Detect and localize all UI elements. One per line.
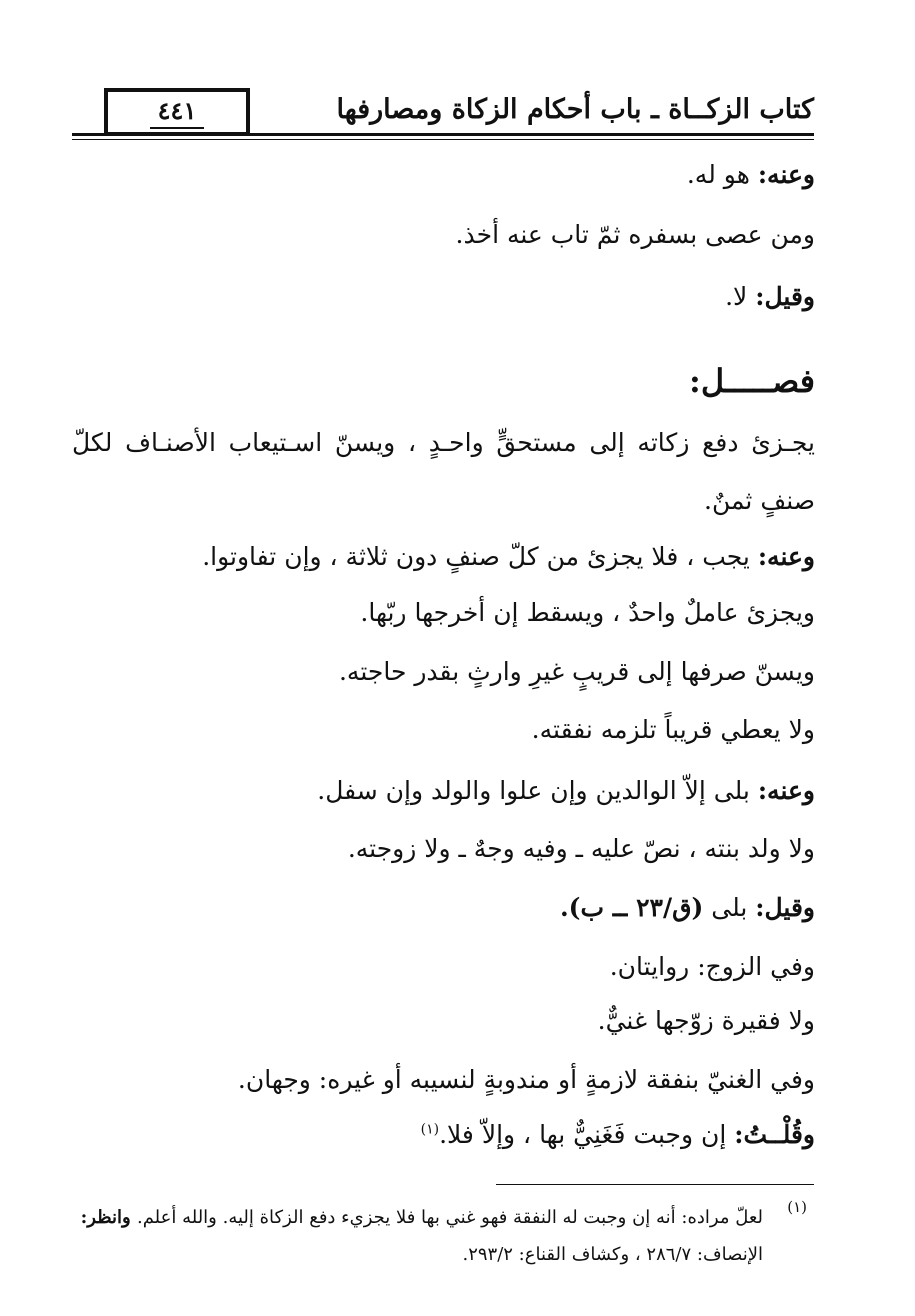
line-text: يجب ، فلا يجزئ من كلّ صنفٍ دون ثلاثة ، وإن تفاوتوا. — [202, 542, 758, 571]
line-text: يجـزئ دفع زكاته إلى مستحقٍّ واحـدٍ ، ويسنّ اسـتيعاب الأصنـاف لكلّ — [72, 428, 815, 457]
line-text: ويسنّ صرفها إلى قريبٍ غيرِ وارثٍ بقدر حاجته. — [338, 657, 815, 686]
line-label: وعنه: — [757, 160, 815, 189]
page-number: ٤٤١ — [150, 96, 205, 129]
line-label: وعنه: — [757, 542, 815, 571]
section-heading: فصـــــل: — [689, 362, 815, 400]
footnote-marker: (١) — [787, 1198, 807, 1216]
text-line — [725, 282, 815, 312]
footnote-reference: (١) — [420, 1121, 440, 1138]
text-line — [339, 657, 815, 687]
line-label: وعنه: — [757, 776, 815, 805]
running-title: كتاب الزكــاة ـ باب أحكام الزكاة ومصارفها — [336, 94, 814, 125]
text-line — [687, 160, 815, 190]
line-text: وفي الزوج: روايتان. — [609, 952, 815, 981]
text-line — [610, 952, 815, 982]
footnote-line — [462, 1244, 763, 1266]
page-number-box — [104, 88, 250, 136]
text-line — [421, 1120, 815, 1150]
footnote-divider — [496, 1184, 814, 1185]
header-rule-thin — [72, 139, 814, 140]
page-header — [72, 88, 814, 142]
footnote-line — [81, 1207, 763, 1229]
line-label: وقيل: — [755, 282, 815, 311]
line-text: بلى إلاّ الوالدين وإن علوا والولد وإن سفل. — [317, 776, 758, 805]
line-label: وقيل: — [755, 893, 815, 922]
line-label: وقُلْــتُ: — [734, 1120, 815, 1149]
text-line — [598, 1006, 815, 1036]
footnote-text: الإنصاف: ٢٨٦/٧ ، وكشاف القناع: ٢٩٣/٢. — [462, 1244, 763, 1265]
text-line — [456, 220, 815, 250]
text-line — [317, 776, 815, 806]
text-line — [238, 1065, 815, 1095]
footnote-text: لعلّ مراده: أنه إن وجبت له النفقة فهو غني بها فلا يجزيء دفع الزكاة إليه. والله أعلم. — [136, 1207, 763, 1228]
text-line — [360, 598, 815, 628]
line-text: ولا ولد بنته ، نصّ عليه ـ وفيه وجهٌ ـ ولا زوجته. — [347, 834, 815, 863]
line-text: ومن عصى بسفره ثمّ تاب عنه أخذ. — [455, 220, 815, 249]
line-text: وفي الغنيّ بنفقة لازمةٍ أو مندوبةٍ لنسيبه أو غيره: وجهان. — [237, 1065, 815, 1094]
line-text: بلى — [703, 893, 756, 922]
text-line — [202, 542, 815, 572]
line-text: لا. — [725, 282, 756, 311]
line-text: هو له. — [686, 160, 758, 189]
text-line — [704, 486, 815, 516]
line-text: ويجزئ عاملٌ واحدٌ ، ويسقط إن أخرجها ربّها. — [360, 598, 815, 627]
line-text: ولا فقيرة زوّجها غنيٌّ. — [597, 1006, 815, 1035]
footnote-see-also: وانظر: — [80, 1207, 137, 1228]
text-line — [72, 428, 815, 458]
text-line — [532, 715, 815, 745]
line-text: ولا يعطي قريباً تلزمه نفقته. — [531, 715, 815, 744]
text-line — [348, 834, 815, 864]
line-text: إن وجبت فَغَنِيٌّ بها ، وإلاّ فلا. — [439, 1120, 735, 1149]
text-line — [560, 893, 815, 923]
line-text: صنفٍ ثمنٌ. — [704, 486, 815, 515]
manuscript-reference: (ق/٢٣ ــ ب). — [559, 893, 704, 922]
